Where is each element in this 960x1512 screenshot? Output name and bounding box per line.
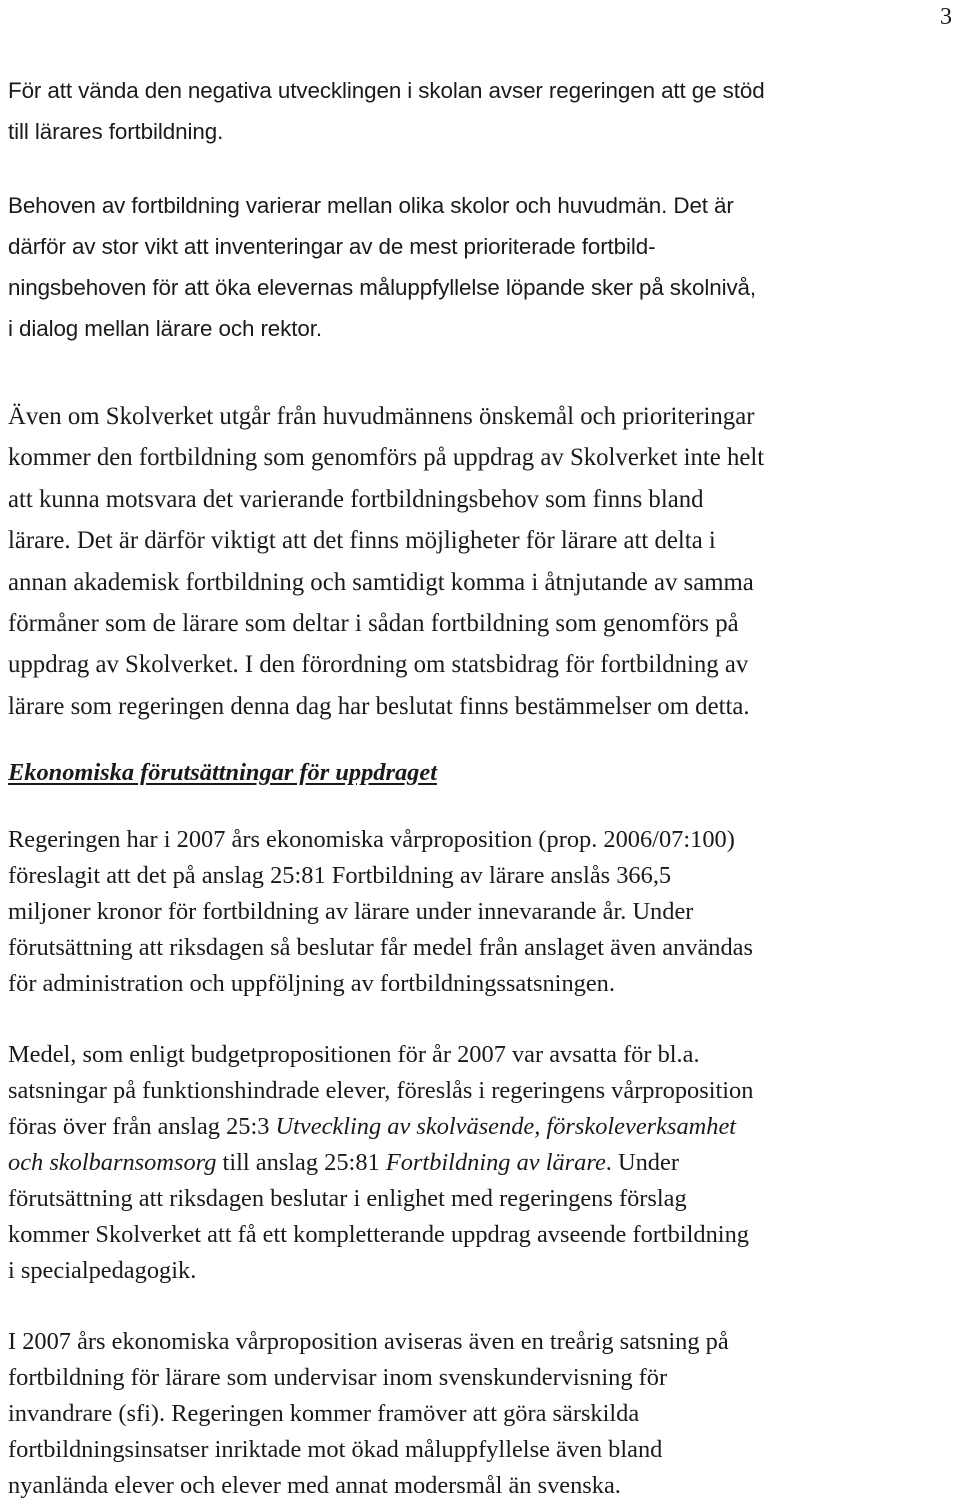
- text-line: Regeringen har i 2007 års ekonomiska vårproposition (prop. 2006/07:100): [8, 826, 735, 853]
- text-line: Behoven av fortbildning varierar mellan olika skolor och huvudmän. Det är: [8, 193, 734, 218]
- text-line: till lärares fortbildning.: [8, 119, 224, 144]
- text-line: förmåner som de lärare som deltar i sådan fortbildning som genomförs på: [8, 610, 739, 638]
- text-line: [8, 1145, 753, 1181]
- text-line: nyanlända elever och elever med annat modersmål än svenska.: [8, 1472, 621, 1499]
- paragraph-regeringen-stod: [8, 70, 765, 152]
- text-line: förutsättning att riksdagen så beslutar får medel från anslaget även användas: [8, 934, 753, 961]
- text-line: annan akademisk fortbildning och samtidigt komma i åtnjutande av samma: [8, 568, 754, 596]
- text-line: i specialpedagogik.: [8, 1257, 197, 1284]
- paragraph-behoven: [8, 185, 756, 349]
- text-line: För att vända den negativa utvecklingen i skolan avser regeringen att ge stöd: [8, 78, 765, 103]
- text-line: Även om Skolverket utgår från huvudmännens önskemål och prioriteringar: [8, 403, 755, 430]
- text-line: i dialog mellan lärare och rektor.: [8, 316, 322, 341]
- paragraph-medel: [8, 1037, 753, 1289]
- text-line: att kunna motsvara det varierande fortbildningsbehov som finns bland: [8, 485, 704, 513]
- text-line: för administration och uppföljning av fortbildningssatsningen.: [8, 970, 615, 997]
- text-line: förutsättning att riksdagen beslutar i enlighet med regeringens förslag: [8, 1185, 687, 1212]
- text-line: kommer den fortbildning som genomförs på uppdrag av Skolverket inte helt: [8, 444, 765, 472]
- text-line: lärare som regeringen denna dag har beslutat finns bestämmelser om detta.: [8, 692, 750, 720]
- text-line: ningsbehoven för att öka elevernas måluppfyllelse löpande sker på skolnivå,: [8, 275, 757, 300]
- section-heading: Ekonomiska förutsättningar för uppdraget: [8, 759, 437, 786]
- text-line: uppdrag av Skolverket. I den förordning om statsbidrag för fortbildning av: [8, 651, 749, 679]
- italic-title: Fortbildning av lärare: [385, 1149, 606, 1176]
- text-line: [8, 1109, 753, 1145]
- text-line: Medel, som enligt budgetpropositionen för år 2007 var avsatta för bl.a.: [8, 1041, 700, 1068]
- text-line: I 2007 års ekonomiska vårproposition aviseras även en treårig satsning på: [8, 1328, 729, 1355]
- text-line: fortbildning för lärare som undervisar inom svenskundervisning för: [8, 1364, 668, 1391]
- text-segment: . Under: [605, 1149, 679, 1176]
- text-line: föreslagit att det på anslag 25:81 Fortbildning av lärare anslås 366,5: [8, 862, 672, 889]
- italic-title: och skolbarnsomsorg: [8, 1149, 217, 1176]
- page-number: 3: [940, 4, 952, 30]
- text-line: miljoner kronor för fortbildning av lärare under innevarande år. Under: [8, 898, 694, 925]
- paragraph-varproposition: [8, 822, 753, 1002]
- text-line: satsningar på funktionshindrade elever, föreslås i regeringens vårproposition: [8, 1077, 754, 1104]
- text-segment: föras över från anslag 25:3: [8, 1113, 276, 1140]
- text-segment: till anslag 25:81: [216, 1149, 386, 1176]
- text-line: därför av stor vikt att inventeringar av de mest prioriterade fortbild-: [8, 234, 656, 259]
- text-line: fortbildningsinsatser inriktade mot ökad måluppfyllelse även bland: [8, 1436, 663, 1463]
- italic-title: Utveckling av skolväsende, förskoleverksamhet: [275, 1113, 737, 1140]
- paragraph-skolverket: [8, 396, 764, 727]
- text-line: lärare. Det är därför viktigt att det finns möjligheter för lärare att delta i: [8, 527, 716, 555]
- paragraph-sfi: [8, 1324, 729, 1504]
- text-line: invandrare (sfi). Regeringen kommer framöver att göra särskilda: [8, 1400, 640, 1427]
- text-line: kommer Skolverket att få ett kompletterande uppdrag avseende fortbildning: [8, 1221, 749, 1248]
